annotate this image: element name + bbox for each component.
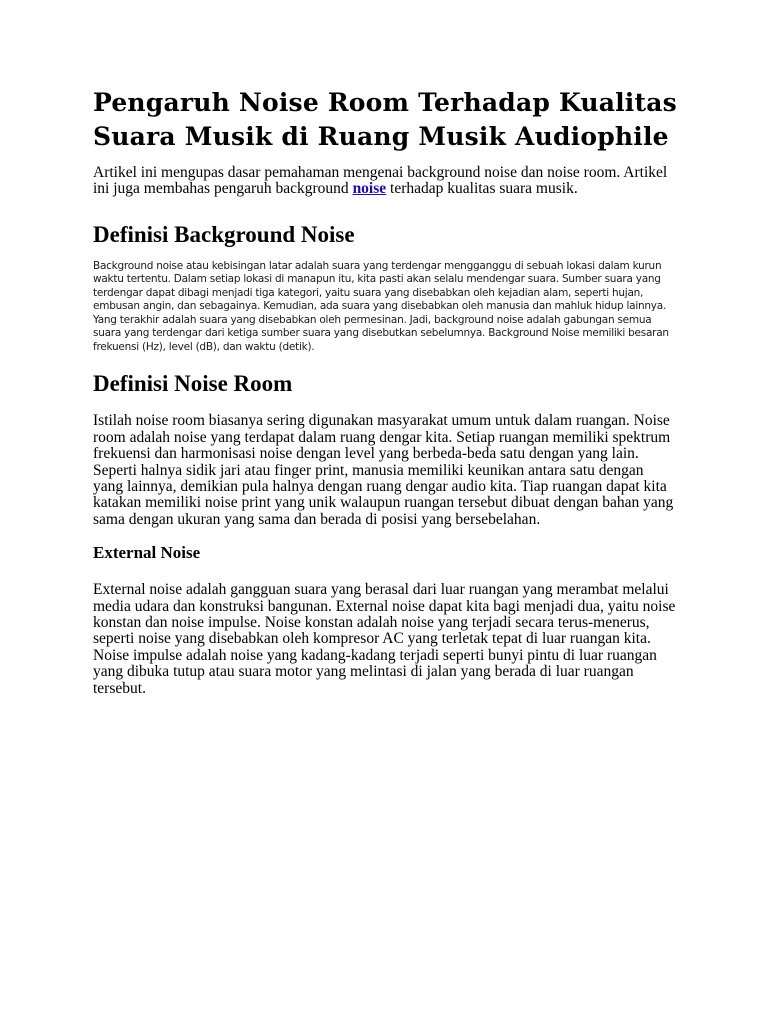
background-noise-paragraph: Background noise atau kebisingan latar adalah suara yang terdengar mengganggu di sebuah lokasi dalam kurun waktu tertentu. Dalam setiap lokasi di manapun itu, kita pasti akan selalu mendengar suara. Sumber suara yang terdengar dapat dibagi menjadi tiga kategori, yaitu suara yang disebabkan oleh kejadian alam, seperti hujan, embusan angin, dan sebagainya. Kemudian, ada suara yang disebabkan oleh manusia dan mahluk hidup lainnya. Yang terakhir adalah suara yang disebabkan oleh permesinan. Jadi, background noise adalah gabungan semua suara yang terdengar dari ketiga sumber suara yang disebutkan sebelumnya. Background Noise memiliki besaran frekuensi (Hz), level (dB), dan waktu (detik). <box>93 259 669 353</box>
intro-text-after: terhadap kualitas suara musik. <box>386 180 578 198</box>
external-noise-paragraph: External noise adalah gangguan suara yang berasal dari luar ruangan yang merambat melalui media udara dan konstruksi bangunan. External noise dapat kita bagi menjadi dua, yaitu noise konstan dan noise impulse. Noise konstan adalah noise yang terjadi secara terus-menerus, seperti noise yang disebabkan oleh kompresor AC yang terletak tepat di luar ruangan kita. Noise impulse adalah noise yang kadang-kadang terjadi seperti bunyi pintu di luar ruangan yang dibuka tutup atau suara motor yang melintasi di jalan yang berada di luar ruangan tersebut. <box>93 581 676 697</box>
intro-text-before: Artikel ini mengupas dasar pemahaman mengenai background noise dan noise room. Artikel ini juga membahas pengaruh background <box>93 164 668 198</box>
section-heading-noise-room: Definisi Noise Room <box>93 371 293 397</box>
noise-room-paragraph: Istilah noise room biasanya sering digunakan masyarakat umum untuk dalam ruangan. Noise room adalah noise yang terdapat dalam ruang dengar kita. Setiap ruangan memiliki spektrum frekuensi dan harmonisasi noise dengan level yang berbeda-beda satu dengan yang lain. Seperti halnya sidik jari atau finger print, manusia memiliki keunikan antara satu dengan yang lainnya, demikian pula halnya dengan ruang dengar audio kita. Tiap ruangan dapat kita katakan memiliki noise print yang unik walaupun ruangan tersebut dibuat dengan bahan yang sama dengan ukuran yang sama dan berada di posisi yang bersebelahan. <box>93 412 674 528</box>
article-title: Pengaruh Noise Room Terhadap Kualitas Suara Musik di Ruang Musik Audiophile <box>93 88 677 151</box>
noise-link[interactable]: noise <box>352 180 387 198</box>
intro-paragraph <box>93 165 677 198</box>
document-page <box>93 86 677 697</box>
section-heading-background-noise: Definisi Background Noise <box>93 221 355 247</box>
subheading-external-noise: External Noise <box>93 543 201 563</box>
